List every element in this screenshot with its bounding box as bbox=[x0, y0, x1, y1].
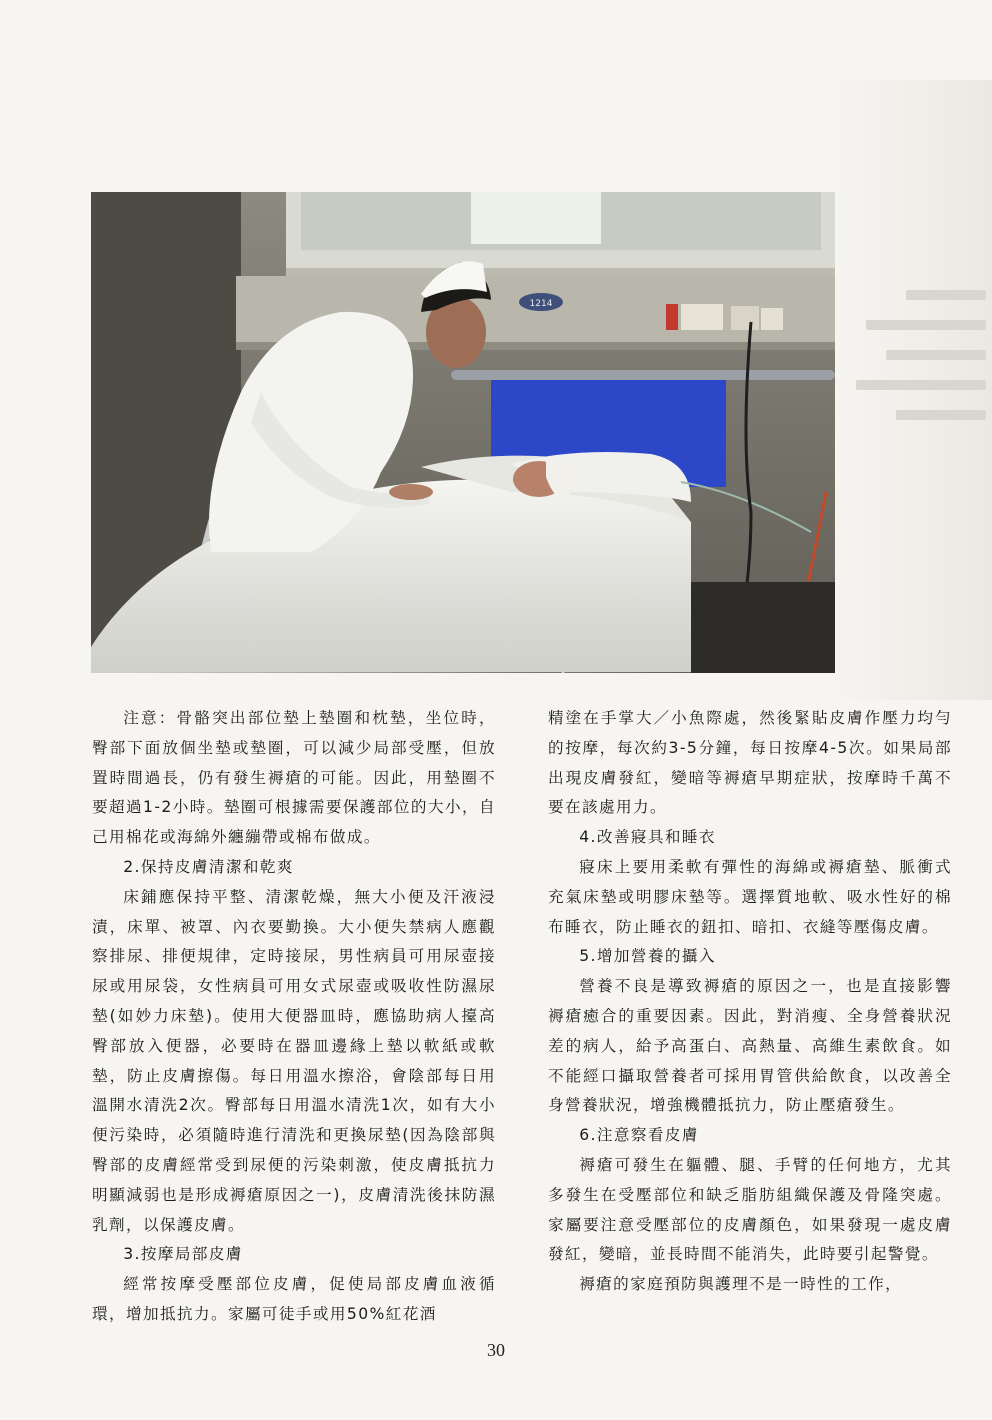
body-paragraph: 褥瘡可發生在軀體、腿、手臂的任何地方，尤其多發生在受壓部位和缺乏脂肪組織保護及骨隆突處。家屬要注意受壓部位的皮膚顏色，如果發現一處皮膚發紅，變暗，並長時間不能消失，此時要引起警覺。 bbox=[548, 1155, 952, 1264]
body-paragraph: 營養不良是導致褥瘡的原因之一，也是直接影響褥瘡癒合的重要因素。因此，對消瘦、全身營養狀況差的病人，給予高蛋白、高熱量、高維生素飲食。如不能經口攝取營養者可採用胃管供給飲食，以改善全身營養狀況，增強機體抵抗力，防止壓瘡發生。 bbox=[548, 977, 952, 1115]
right-margin-bleed bbox=[832, 80, 992, 700]
continued-paragraph: 精塗在手掌大／小魚際處，然後緊貼皮膚作壓力均勻的按摩，每次約3-5分鐘，每日按摩4-5次。如果局部出現皮膚發紅，變暗等褥瘡早期症狀，按摩時千萬不要在該處用力。 bbox=[548, 709, 952, 817]
section-heading: 4.改善寢具和睡衣 bbox=[579, 828, 716, 847]
body-paragraph: 經常按摩受壓部位皮膚，促使局部皮膚血液循環，增加抵抗力。家屬可徒手或用50%紅花酒 bbox=[92, 1275, 496, 1323]
section-heading: 2.保持皮膚清潔和乾爽 bbox=[123, 857, 294, 876]
body-paragraph: 褥瘡的家庭預防與護理不是一時性的工作， bbox=[579, 1275, 903, 1294]
page-number: 30 bbox=[487, 1340, 505, 1360]
body-paragraph: 床鋪應保持平整、清潔乾燥，無大小便及汗液浸漬，床單、被罩、內衣要勤換。大小便失禁病人應觀察排尿、排便規律，定時接尿，男性病員可用尿壺接尿或用尿袋，女性病員可用女式尿壺或吸收性防濕尿墊(如妙力床墊)。使用大便器皿時，應協助病人擡高臀部放入便器，必要時在器皿邊緣上墊以軟紙或軟墊，防止皮膚擦傷。每日用溫水擦浴，會陰部每日用溫開水清洗2次。臀部每日用溫水清洗1次，如有大小便污染時，必須隨時進行清洗和更換尿墊(因為陰部與臀部的皮膚經常受到尿便的污染刺激，使皮膚抵抗力明顯減弱也是形成褥瘡原因之一)，皮膚清洗後抹防濕乳劑，以保護皮膚。 bbox=[92, 887, 496, 1234]
left-text-column bbox=[92, 704, 496, 1330]
note-paragraph: 注意：骨骼突出部位墊上墊圈和枕墊，坐位時，臀部下面放個坐墊或墊圈，可以減少局部受壓，但放置時間過長，仍有發生褥瘡的可能。因此，用墊圈不要超過1-2小時。墊圈可根據需要保護部位的大小，自己用棉花或海綿外纏繃帶或棉布做成。 bbox=[92, 709, 496, 847]
section-heading: 5.增加營養的攝入 bbox=[579, 947, 716, 966]
section-heading: 3.按摩局部皮膚 bbox=[123, 1245, 243, 1264]
nurse-patient-photo bbox=[91, 192, 835, 673]
body-paragraph: 寢床上要用柔軟有彈性的海綿或褥瘡墊、脈衝式充氣床墊或明膠床墊等。選擇質地軟、吸水性好的棉布睡衣，防止睡衣的鈕扣、暗扣、衣縫等壓傷皮膚。 bbox=[548, 857, 952, 936]
right-text-column bbox=[548, 704, 952, 1300]
section-heading: 6.注意察看皮膚 bbox=[579, 1126, 699, 1145]
room-number: 1214 bbox=[529, 299, 553, 309]
